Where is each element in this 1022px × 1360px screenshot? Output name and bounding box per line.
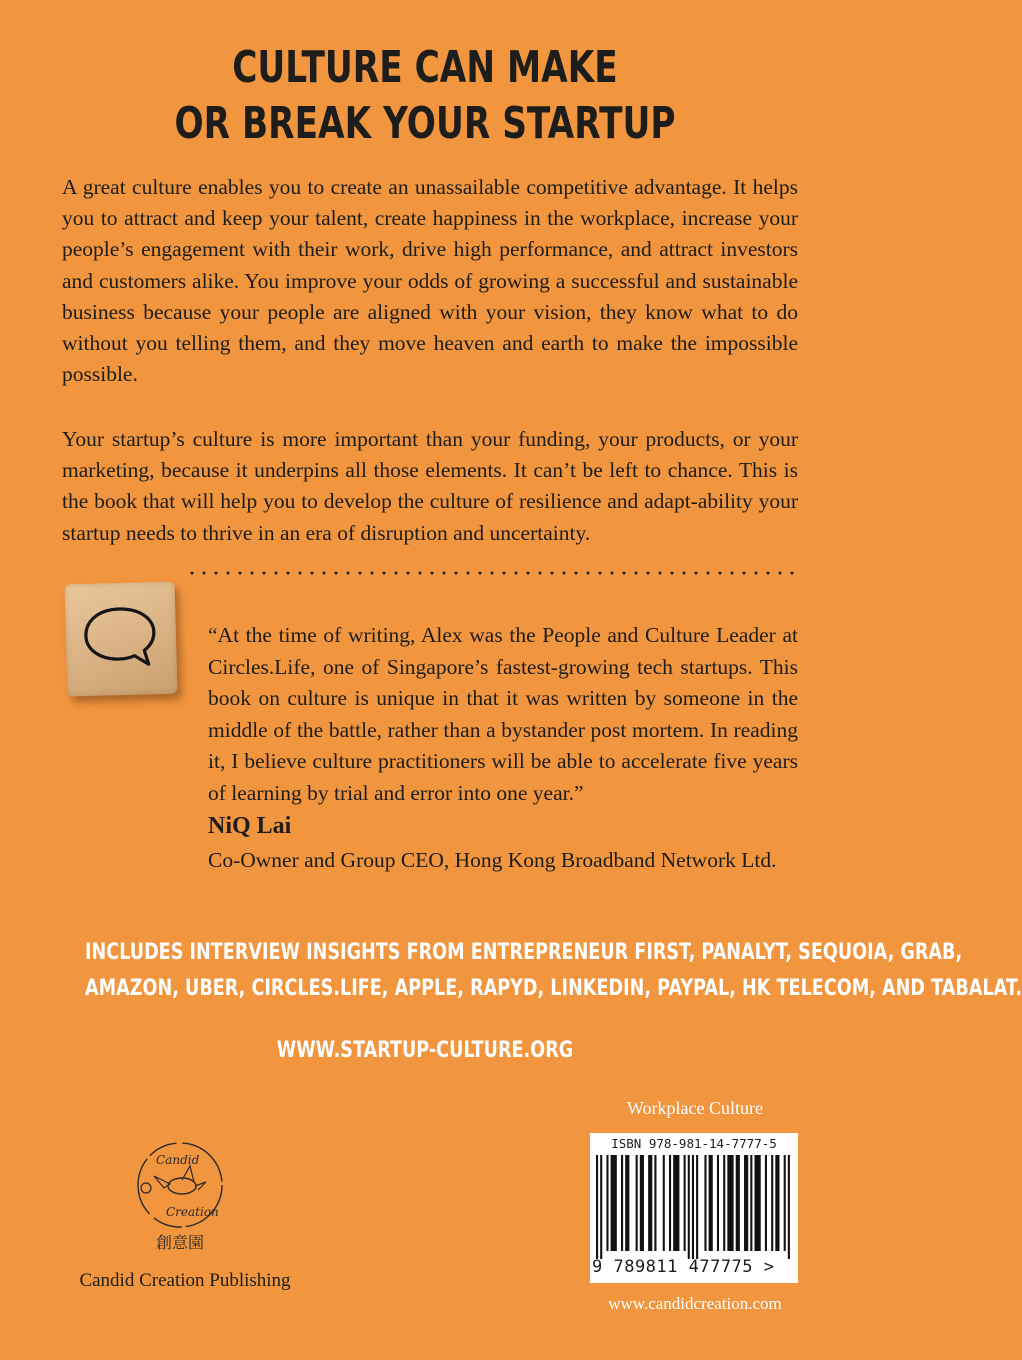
testimonial-quote: “At the time of writing, Alex was the People and Culture Leader at Circles.Life, one of Singapore’s fastest-growing tech startups. This book on culture is unique in that it was written by someone in the middle of the battle, rather than a bystander post mortem. In reading it, I believe culture practitioners will be able to accelerate five years of learning by trial and error into one year.” [208, 623, 798, 805]
interview-list-line-1: INCLUDES INTERVIEW INSIGHTS FROM ENTREPRENEUR FIRST, PANALYT, SEQUOIA, GRAB, [85, 940, 963, 965]
barcode-bar [696, 1155, 698, 1259]
dotted-divider [186, 570, 798, 576]
barcode-bar [709, 1155, 713, 1251]
barcode-bar [688, 1155, 690, 1259]
barcode-bar [754, 1155, 760, 1251]
isbn-barcode [590, 1133, 798, 1283]
barcode-bar [744, 1155, 748, 1251]
barcode-bar [750, 1155, 752, 1251]
book-title [94, 40, 757, 152]
barcode-bar [606, 1155, 608, 1251]
barcode-bar [596, 1155, 598, 1259]
interview-list-line-2: AMAZON, UBER, CIRCLES.LIFE, APPLE, RAPYD, LINKEDIN, PAYPAL, HK TELECOM, AND TABALAT. [85, 976, 1022, 1001]
barcode-bar [669, 1155, 671, 1251]
barcode-bar [704, 1155, 706, 1251]
publisher-name: Candid Creation Publishing [79, 1270, 291, 1291]
barcode-bar [673, 1155, 679, 1251]
logo-text-bottom: Creation [166, 1205, 219, 1219]
barcode-bar [611, 1155, 617, 1251]
barcode-bar [771, 1155, 773, 1251]
barcode-bar [600, 1155, 602, 1259]
interview-list [85, 935, 1022, 1007]
barcode-bar [692, 1155, 694, 1259]
barcode-bars [596, 1155, 792, 1259]
barcode-bar [663, 1155, 665, 1251]
barcode-bar [648, 1155, 652, 1251]
barcode-bar [684, 1155, 686, 1251]
testimonial-name: NiQ Lai [208, 813, 292, 839]
book-category: Workplace Culture [626, 1098, 763, 1118]
barcode-bar [775, 1155, 779, 1251]
testimonial-role: Co-Owner and Group CEO, Hong Kong Broadband Network Ltd. [208, 848, 777, 872]
barcode-bar [788, 1155, 790, 1259]
logo-chinese-text: 創意園 [155, 1233, 205, 1252]
barcode-bar [717, 1155, 719, 1251]
title-line-1: CULTURE CAN MAKE [232, 42, 618, 93]
logo-text-top: Candid [156, 1153, 200, 1167]
barcode-bar [625, 1155, 629, 1251]
description-paragraph-2: Your startup’s culture is more important than your funding, your products, or your marketing, because it underpins all those elements. It can’t be left to chance. This is the book that will help you to develop the culture of resilience and adapt-ability your startup needs to thrive in an era of disruption and uncertainty. [62, 427, 798, 545]
title-line-2: OR BREAK YOUR STARTUP [174, 98, 676, 149]
speech-bubble-icon [79, 598, 161, 680]
barcode-bar [636, 1155, 638, 1251]
bird-icon [141, 1166, 206, 1194]
publisher-url: www.candidcreation.com [608, 1294, 782, 1313]
barcode-bar [784, 1155, 786, 1251]
description-paragraph-1: A great culture enables you to create an unassailable competitive advantage. It helps you to attract and keep your talent, create happiness in the workplace, increase your people’s engagement with their work, drive high performance, and attract investors and customers alike. You improve your odds of growing a successful and sustainable business because your people are aligned with your vision, they know what to do without you telling them, and they move heaven and earth to make the impossible possible. [62, 175, 798, 387]
barcode-bar [736, 1155, 740, 1251]
isbn-number: ISBN 978-981-14-7777-5 [611, 1136, 777, 1151]
barcode-bar [765, 1155, 767, 1251]
barcode-bar [654, 1155, 656, 1251]
barcode-digits: 9 789811 477775 > [592, 1257, 775, 1277]
website-link: WWW.STARTUP-CULTURE.ORG [276, 1038, 574, 1063]
barcode-bar [723, 1155, 725, 1251]
barcode-bar [621, 1155, 623, 1251]
publisher-logo [120, 1130, 240, 1260]
barcode-bar [640, 1155, 644, 1251]
barcode-bar [727, 1155, 733, 1251]
speech-tile [65, 582, 178, 697]
